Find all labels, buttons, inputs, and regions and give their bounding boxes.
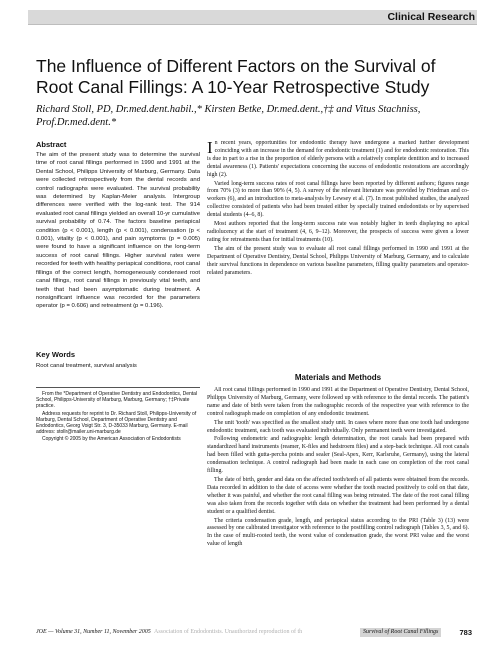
running-title: Survival of Root Canal Fillings bbox=[360, 628, 441, 637]
intro-paragraph-text: n recent years, opportunities for endodontic therapy have undergone a marked further development coinciding with an increase in the demand for endodontic treatment (1) and for endodontic restoration. This is due in part to a rise in the proportion of elderly persons with a relatively complete dentition and to increased dental awareness (1). Patients' expectations concerning the success of endodontic restorations are accordingly high (2). bbox=[207, 140, 469, 178]
intro-paragraph: Varied long-term success rates of root canal fillings have been reported by different authors; figures range from 70% (3) to more than 90% (4, 5). A survey of the relevant literature was provided by Friedman and co-workers (6), and an introduction to meta-analysis by Lewsey et al. (7). In most published studies, the analyzed collective consisted of patients who had been treated either by specially trained endodontists or by supervised dental students (4–6, 8). bbox=[207, 180, 469, 219]
intro-paragraph bbox=[207, 140, 469, 180]
footnote-copyright: Copyright © 2005 by the American Association of Endodontists bbox=[42, 436, 181, 443]
page-number: 783 bbox=[459, 628, 472, 637]
author-list: Richard Stoll, PD, Dr.med.dent.habil.,* Kirsten Betke, Dr.med.dent.,†‡ and Vitus Stachniss, Prof.Dr.med.dent.* bbox=[36, 104, 421, 128]
keywords-heading: Key Words bbox=[36, 350, 76, 359]
intro-paragraph: Most authors reported that the long-term success rate was notably higher in teeth displaying no apical radiolucency at the start of treatment (4, 6, 9–12). Moreover, the prospects of success were given a lower rating for retreatments than for initial treatments (10). bbox=[207, 221, 469, 243]
journal-citation: JOE — Volume 31, Number 11, November 2005 bbox=[36, 629, 151, 635]
footnotes bbox=[36, 387, 200, 458]
drop-cap: I bbox=[207, 140, 213, 157]
intro-paragraph: The aim of the present study was to evaluate all root canal fillings performed in 1990 and 1991 at the Department of Operative Dentistry, Dental School, Philipps University of Marburg, Germany, and to calculate their survival functions in dependence on various baseline parameters, filling quality parameters and operator-related parameters. bbox=[207, 245, 469, 276]
methods-paragraph: The criteria condensation grade, length, and periapical status according to the PRI (Table 3) (13) were assessed by one calibrated investigator with reference to the postfilling control radiograph (Tables 3, 5, and 6). In the case of multi-rooted teeth, the worst value of condensation grade, the worst PRI value and the worst value of length bbox=[207, 517, 469, 548]
methods-paragraph: Following endometric and radiographic length determination, the root canals had been prepared with standardized hand instruments (reamer, K-files and hedstroem files) and a step-back technique. All root canals had been filled with gutta-percha points and sealer (Seal-Apex, Kerr, Karlsruhe, Germany), using the lateral condensation technique. A control radiograph had been made in each case on completion of the root canal filling. bbox=[207, 436, 469, 475]
copyright-watermark: Association of Endodontists. Unauthorized reproduction of th bbox=[154, 629, 303, 635]
introduction bbox=[207, 140, 469, 361]
keywords-text: Root canal treatment, survival analysis bbox=[36, 363, 137, 369]
methods-paragraph: The date of birth, gender and data on the affected tooth/teeth of all patients were obtained from the records. Data recorded in addition to the date of access were whether the tooth reacted positively to cold on that date, whether it was painful, and whether the root canal filling was being retreated. The date of the root canal filling was also taken from the records together with data on whether the treatment had been performed by a dental student or a qualified dentist. bbox=[207, 476, 469, 515]
footnote-address: Address requests for reprint to Dr. Richard Stoll, Philipps-University of Marburg, Dental School, Department of Operative Dentistry and Endodontics, Georg Voigt Str. 3, D-35033 Marburg, Germany. E-mail address: stollr@mailer.uni-marburg.de bbox=[36, 410, 197, 436]
abstract-heading: Abstract bbox=[36, 140, 67, 149]
page-footer bbox=[36, 627, 472, 638]
footnote-affiliation: From the *Department of Operative Dentistry and Endodontics, Dental School, Philipps-University of Marburg, Marburg, Germany; †‡Private practice. bbox=[36, 391, 198, 410]
section-label: Clinical Research bbox=[387, 11, 475, 23]
methods-heading: Materials and Methods bbox=[294, 373, 382, 382]
methods-section bbox=[207, 387, 469, 608]
main-column bbox=[207, 140, 469, 608]
article-title: The Influence of Different Factors on the Survival of Root Canal Fillings: A 10-Year Retrospective Study bbox=[36, 56, 436, 97]
abstract-text: The aim of the present study was to determine the survival time of root canal fillings performed in 1990 and 1991 at the Dental School, Philipps University of Marburg, Germany. Data were collected retrospectively from the dental records and control radiographs were evaluated. The survival probability was determined by Kaplan-Meier analysis. Intergroup differences were verified with the log-rank test. The 914 evaluated root canal fillings yielded an overall 10-yr cumulative survival probability of 0.74. The factors baseline periapical condition (p < 0.001), length (p < 0.001), condensation (p < 0.001), vitality (p < 0.001), and pain symptoms (p = 0.005) were found to have a significant influence on the long-term success of root canal fillings. Higher survival rates were recorded for teeth with healthy periapical conditions, root canal fillings of the correct length, homogeneously condensed root canal fillings, root canal fillings in previously vital teeth, and teeth that had been asymptomatic during treatment. A nonsignificant influence was recorded for the parameters operator (p = 0.606) and retreatment (p = 0.196). bbox=[36, 152, 200, 310]
methods-paragraph: All root canal fillings performed in 1990 and 1991 at the Department of Operative Dentistry, Dental School, Philipps University of Marburg, Germany, were followed up with reference to the dental records. The patient's name and date of birth were taken from the radiographic records of the respective year with reference to the control radiograph made on completion of any endodontic treatment. bbox=[207, 387, 469, 417]
methods-paragraph: The unit 'tooth' was specified as the smallest study unit. In cases where more than one tooth had undergone endodontic treatment, each tooth was evaluated individually. Only permanent teeth were investigated. bbox=[207, 419, 469, 434]
